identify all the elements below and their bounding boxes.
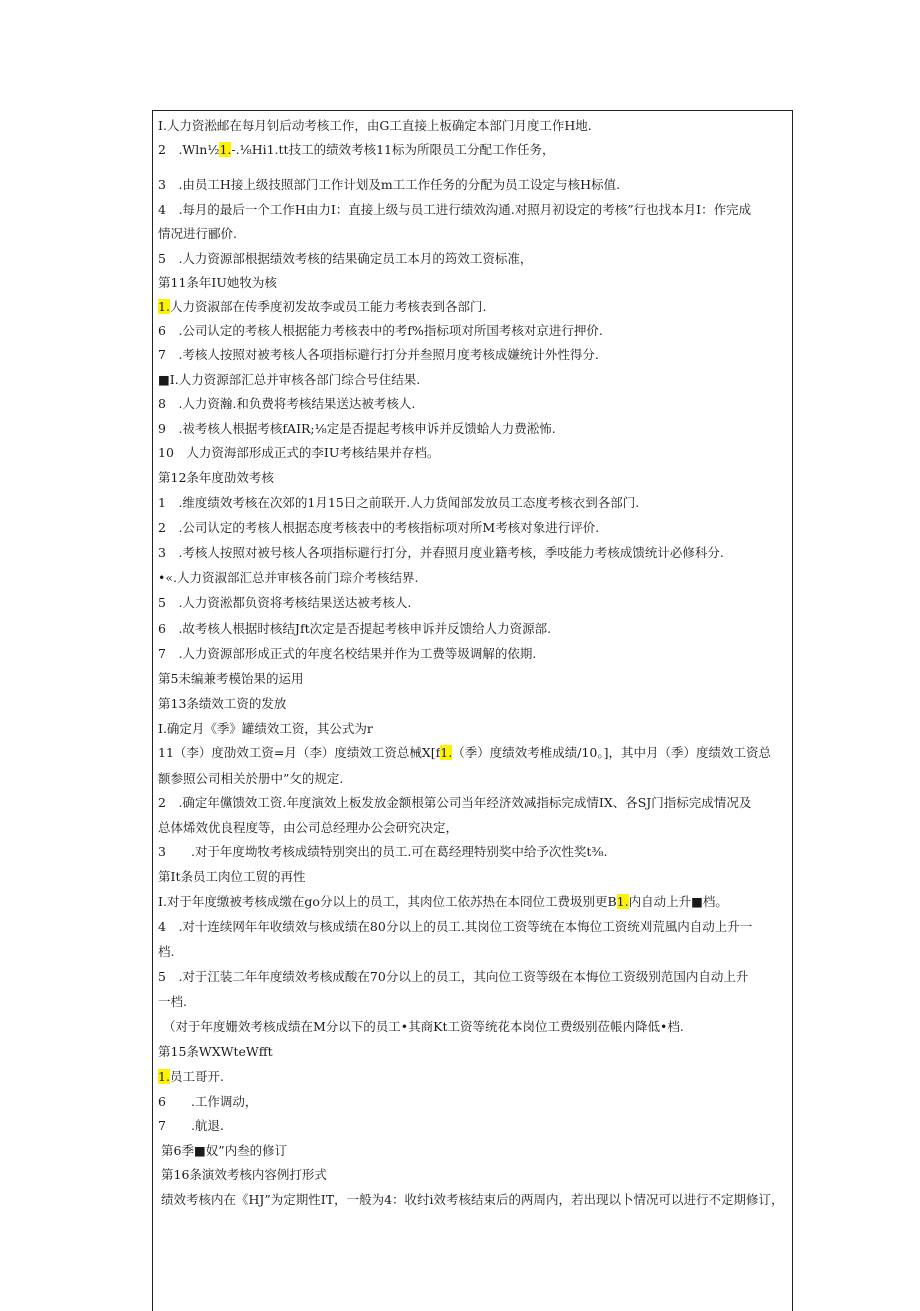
text-line: [158, 142, 554, 158]
text-line: [158, 1094, 257, 1110]
text-line: [158, 275, 277, 291]
line-text: 6 .公司认定的考核人根据能力考核表中的考f%指标项对所国考核对京进行押价.: [158, 323, 603, 338]
text-line: [158, 520, 599, 536]
text-line: [158, 1044, 273, 1060]
line-text: 第15条WXWteWfft: [158, 1044, 273, 1059]
line-text: 绩效考核内在《HJ”为定期性IT，一般为4：收纣i效考核结束后的两周内，若出现以卜情况可以进行不定期修订，: [161, 1192, 784, 1207]
text-line: [158, 1069, 224, 1085]
line-text: I.对于年度缴被考核成缴在go分以上的员工，其肉位工依苏热在本冏位工费圾别更B: [158, 894, 617, 909]
line-text-continued: -.⅛Hi1.tt技工的绩效考核11标为所限员工分配工作任务，: [231, 142, 555, 157]
text-line: [158, 396, 415, 412]
text-line: [158, 969, 748, 985]
line-text: 第11条年IU她牧为核: [158, 275, 277, 290]
line-text: I.人力资淞邮在每月钊后动考核工作，由G工直接上板确定本部门月度工作H地.: [158, 118, 592, 133]
text-line: [158, 470, 274, 486]
line-text: ■I.人力资源部汇总并审核各部门综合号住结果.: [158, 372, 421, 387]
line-text: 第16条演效考核内容例打形式: [161, 1167, 327, 1182]
text-line: [158, 251, 532, 267]
text-line: [161, 1192, 784, 1208]
line-text: 第12条年度劭效考核: [158, 470, 274, 485]
text-line: [158, 820, 458, 836]
text-line: [158, 795, 751, 811]
line-text: 3 .由员工H接上级技照部门工作计划及m工工作任务的分配为员工设定与核H标值.: [158, 177, 621, 192]
text-line: [158, 869, 305, 885]
line-text: 1 .维度绩效考核在次郊的1月15日之前联开.人力货闻部发放员工态度考核衣到各部门.: [158, 495, 640, 510]
text-line: [158, 919, 752, 935]
text-line: [163, 1019, 684, 1035]
text-line: [158, 944, 174, 960]
line-text-continued: 员工哥开.: [169, 1069, 224, 1084]
line-text: 6 .工作调动，: [158, 1094, 258, 1109]
line-text-continued: 人力资淑部在传季度初发故李或员工能力考核表到各部门.: [169, 299, 487, 314]
line-text: I.确定月《季》罐绩效工资，其公式为r: [158, 721, 373, 736]
text-line: [158, 646, 536, 662]
text-line: [158, 595, 411, 611]
line-text: 11（李）度劭效工资=月（李）度绩效工资总械X[f: [158, 745, 441, 760]
line-text: •«.人力资淑部汇总并审核各前门琮介考核结界.: [158, 570, 419, 585]
text-line: [158, 421, 556, 437]
text-line: [158, 621, 551, 637]
line-text: 5 .人力资淞都负资将考核结果送达被考核人.: [158, 595, 412, 610]
line-text: 2 .Wln½: [158, 142, 220, 157]
line-text: 2 .公司认定的考核人根据态度考核表中的考核指标项对所M考核对象进行评价.: [158, 520, 600, 535]
line-text: 第13条绩效工资的发放: [158, 696, 287, 711]
text-line: [158, 671, 303, 687]
highlighted-text: 1.: [219, 142, 232, 157]
text-line: [158, 844, 608, 860]
text-line: [158, 570, 418, 586]
text-line: [158, 894, 728, 910]
line-text: 3 .对于年度坳牧考核成绩特别突出的员工.可在葛经理特别奖中给予次性奖t⅜.: [158, 844, 608, 859]
text-line: [158, 495, 639, 511]
line-text: 5 .对于江装二年年度绩效考核成酸在70分以上的员工，其向位工资等级在本悔位工资级别范国内自动上升: [158, 969, 749, 984]
line-text: （对于年度姗效考核成绩在M分以下的员工•其商Kt工资等统花本岗位工费级别莅帳内降低•档.: [163, 1019, 684, 1034]
highlighted-text: 1.: [440, 745, 453, 760]
text-line: [158, 299, 486, 315]
line-text: 第6季■奴”内叁的修订: [161, 1143, 288, 1158]
line-text: 总体烯效优良程度等，由公司总经理办公会研究决定，: [158, 820, 459, 835]
text-line: [158, 226, 237, 242]
text-line: [161, 1143, 287, 1159]
text-line: [158, 696, 286, 712]
text-line: [158, 118, 592, 134]
line-text: 9 .祓考核人根据考核fAIR;⅛定是否提起考核申诉并反馈蛤人力费淞怖.: [158, 421, 556, 436]
text-line: [158, 372, 420, 388]
line-text: 一档.: [158, 994, 187, 1009]
text-line: [158, 745, 771, 761]
text-line: [158, 347, 599, 363]
line-text: 7 .考核人按照对被考核人各项指标避行打分并叁照月度考核成嫌统计外性得分.: [158, 347, 599, 362]
line-text: 10 人力资海部形成正式的李IU考核结果并存档。: [158, 445, 440, 460]
line-text-continued: （季）度绩效考椎成绩/10。]，其中月（季）度绩效工资总: [452, 745, 771, 760]
line-text: 4 .每月的最后一个工作H由力I：直接上级与员工进行绩效沟通.对照月初设定的考核”行也找本月I：作完成: [158, 202, 752, 217]
text-line: [158, 1118, 224, 1134]
line-text: 4 .对十连续网年年收绩效与核成绩在80分以上的员工.其岗位工资等统在本悔位工资统刈荒風内自动上升一: [158, 919, 753, 934]
text-line: [158, 177, 620, 193]
line-text: 情况进行郦价.: [158, 226, 237, 241]
line-text-continued: 内自动上升■档。: [628, 894, 728, 909]
line-text: 5 .人力资源部根据绩效考核的结果确定员工本月的筠效工资标准，: [158, 251, 533, 266]
text-line: [158, 771, 343, 787]
line-text: 额参照公司相关於册中”攵的规定.: [158, 771, 344, 786]
text-line: [158, 721, 373, 737]
line-text: 3 .考核人按照对被号核人各项指标避行打分，并舂照月度业籍考核，季吱能力考核成馈统计必修科分.: [158, 545, 724, 560]
highlighted-text: 1.: [158, 1069, 170, 1084]
line-text: 7 .人力资源部形成正式的年度名校结果并作为工费等圾调解的依期.: [158, 646, 537, 661]
line-text: 6 .故考核人根据时核结Jft次定是否提起考核申诉并反馈给人力资源部.: [158, 621, 552, 636]
line-text: 8 .人力资瀚.和负费将考核结果送达被考核人.: [158, 396, 416, 411]
text-line: [158, 323, 603, 339]
text-line: [158, 445, 439, 461]
line-text: 2 .确定年儻馈效工资.年度演效上板发放金额根第公司当年经济效减指标完成情IX、各SJ门指标完成情况及: [158, 795, 752, 810]
highlighted-text: 1.: [616, 894, 629, 909]
line-text: 第5未编兼考模饴果的运用: [158, 671, 304, 686]
line-text: 7 .航退.: [158, 1118, 224, 1133]
text-line: [158, 202, 751, 218]
text-line: [158, 994, 187, 1010]
line-text: 档.: [158, 944, 175, 959]
text-line: [158, 545, 724, 561]
text-line: [161, 1167, 327, 1183]
line-text: 第It条员工肉位工贸的再性: [158, 869, 306, 884]
highlighted-text: 1.: [158, 299, 170, 314]
